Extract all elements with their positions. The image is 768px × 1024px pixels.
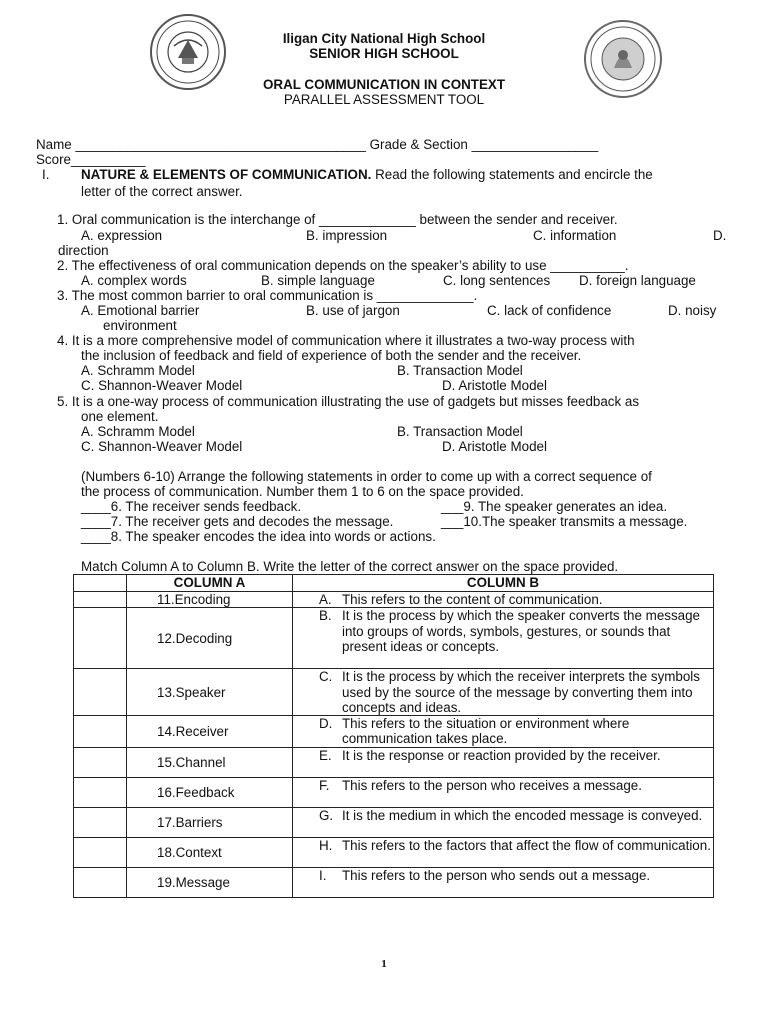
- term-label: 14.Receiver: [157, 723, 229, 739]
- q2-option-c: C. long sentences: [443, 273, 551, 288]
- q5-option-a: A. Schramm Model: [81, 424, 195, 439]
- question-1: 1. Oral communication is the interchange of _____________ between the sender and receiver.: [57, 212, 618, 227]
- blank-header: [74, 575, 127, 592]
- sequence-intro-1: (Numbers 6-10) Arrange the following statements in order to come up with a correct sequence of: [81, 469, 652, 484]
- q4-option-d: D. Aristotle Model: [442, 378, 547, 393]
- q1-option-d: D.: [713, 228, 727, 243]
- definition-text: This refers to the person who sends out a message.: [342, 867, 651, 883]
- term-cell: [127, 777, 293, 807]
- term-label: 12.Decoding: [157, 630, 233, 646]
- q3-option-d: D. noisy: [668, 303, 717, 318]
- definition-letter: F.: [319, 777, 330, 793]
- school-name: Iligan City National High School: [282, 31, 486, 46]
- term-label: 13.Speaker: [157, 684, 226, 700]
- sequence-item-9: ___9. The speaker generates an idea.: [441, 499, 668, 514]
- table-row: [74, 716, 714, 748]
- matching-table: [73, 574, 714, 898]
- definition-cell: [293, 837, 714, 867]
- definition-text: This refers to the situation or environment where communication takes place.: [342, 716, 630, 747]
- column-b-header: COLUMN B: [293, 575, 714, 592]
- section-instruction: Read the following statements and encircle the: [371, 167, 653, 182]
- term-label: 15.Channel: [157, 754, 226, 770]
- definition-text: This refers to the person who receives a message.: [342, 777, 642, 793]
- definition-letter: I.: [319, 867, 327, 883]
- definition-text: It is the process by which the receiver interprets the symbols used by the source of the message by converting them into concepts and ideas.: [342, 669, 700, 715]
- term-cell: [127, 837, 293, 867]
- definition-cell: [293, 867, 714, 897]
- table-row: [74, 747, 714, 777]
- answer-blank: [74, 747, 127, 777]
- q1-option-b: B. impression: [306, 228, 388, 243]
- definition-cell: [293, 669, 714, 716]
- definition-letter: G.: [319, 807, 334, 823]
- term-cell: [127, 669, 293, 716]
- question-4-line-2: the inclusion of feedback and field of experience of both the sender and the receiver.: [81, 348, 582, 363]
- table-row: [74, 777, 714, 807]
- q2-option-a: A. complex words: [81, 273, 187, 288]
- name-grade-line: Name _______________________________________ Grade & Section _________________: [36, 137, 599, 152]
- table-row: [74, 669, 714, 716]
- definition-letter: A.: [319, 592, 332, 607]
- term-label: 16.Feedback: [157, 784, 235, 800]
- definition-text: This refers to the content of communication.: [342, 592, 603, 607]
- section-numeral: I.: [42, 167, 50, 182]
- question-5-line-1: 5. It is a one-way process of communication illustrating the use of gadgets but misses feedback as: [57, 394, 640, 409]
- q4-option-c: C. Shannon-Weaver Model: [81, 378, 243, 393]
- term-cell: [127, 747, 293, 777]
- term-label: 17.Barriers: [157, 814, 223, 830]
- answer-blank: [74, 592, 127, 608]
- question-4-line-1: 4. It is a more comprehensive model of communication where it illustrates a two-way process with: [57, 333, 635, 348]
- definition-cell: [293, 592, 714, 608]
- definition-letter: D.: [319, 716, 333, 732]
- q4-option-a: A. Schramm Model: [81, 363, 195, 378]
- table-row: [74, 837, 714, 867]
- answer-blank: [74, 608, 127, 669]
- term-cell: [127, 867, 293, 897]
- q1-option-a: A. expression: [81, 228, 163, 243]
- q3-option-c: C. lack of confidence: [487, 303, 612, 318]
- definition-text: It is the response or reaction provided by the receiver.: [342, 747, 661, 763]
- q3-option-d-cont: environment: [103, 318, 177, 333]
- table-header-row: [74, 575, 714, 592]
- q3-option-a: A. Emotional barrier: [81, 303, 200, 318]
- table-row: [74, 867, 714, 897]
- term-cell: [127, 807, 293, 837]
- definition-text: It is the medium in which the encoded message is conveyed.: [342, 807, 703, 823]
- tool-title: PARALLEL ASSESSMENT TOOL: [283, 92, 485, 107]
- sequence-item-7: ____7. The receiver gets and decodes the message.: [81, 514, 394, 529]
- answer-blank: [74, 837, 127, 867]
- sequence-intro-2: the process of communication. Number them 1 to 6 on the space provided.: [81, 484, 524, 499]
- q5-option-b: B. Transaction Model: [397, 424, 523, 439]
- definition-cell: [293, 608, 714, 669]
- q2-option-d: D. foreign language: [579, 273, 696, 288]
- answer-blank: [74, 777, 127, 807]
- section-instruction-2: letter of the correct answer.: [81, 184, 243, 199]
- term-cell: [127, 608, 293, 669]
- term-cell: [127, 592, 293, 608]
- section-title: NATURE & ELEMENTS OF COMMUNICATION.: [81, 167, 372, 182]
- matching-instruction: Match Column A to Column B. Write the letter of the correct answer on the space provided.: [81, 559, 619, 574]
- question-2: 2. The effectiveness of oral communication depends on the speaker’s ability to use __________.: [57, 258, 629, 273]
- term-label: 19.Message: [157, 874, 230, 890]
- column-a-header: COLUMN A: [127, 575, 293, 592]
- question-3: 3. The most common barrier to oral communication is _____________.: [57, 288, 478, 303]
- sequence-item-8: ____8. The speaker encodes the idea into words or actions.: [81, 529, 436, 544]
- q1-option-c: C. information: [533, 228, 617, 243]
- q3-option-b: B. use of jargon: [306, 303, 400, 318]
- answer-blank: [74, 716, 127, 748]
- score-line: Score__________: [36, 152, 146, 167]
- q4-option-b: B. Transaction Model: [397, 363, 523, 378]
- table-row: [74, 608, 714, 669]
- term-label: 18.Context: [157, 844, 222, 860]
- definition-letter: E.: [319, 747, 332, 763]
- table-row: [74, 592, 714, 608]
- answer-blank: [74, 669, 127, 716]
- definition-letter: B.: [319, 608, 332, 624]
- division-name: SENIOR HIGH SCHOOL: [309, 46, 459, 61]
- q2-option-b: B. simple language: [261, 273, 375, 288]
- definition-cell: [293, 807, 714, 837]
- term-label: 11.Encoding: [157, 592, 231, 608]
- definition-cell: [293, 716, 714, 748]
- q5-option-c: C. Shannon-Weaver Model: [81, 439, 243, 454]
- section-heading: [81, 167, 653, 182]
- definition-letter: H.: [319, 837, 333, 853]
- q5-option-d: D. Aristotle Model: [442, 439, 547, 454]
- definition-cell: [293, 777, 714, 807]
- definition-text: This refers to the factors that affect the flow of communication.: [342, 837, 711, 853]
- q1-option-d-cont: direction: [58, 243, 109, 258]
- definition-cell: [293, 747, 714, 777]
- definition-text: It is the process by which the speaker converts the message into groups of words, symbols, gestures, or sounds that present ideas or concepts.: [342, 608, 701, 654]
- definition-letter: C.: [319, 669, 333, 685]
- sequence-item-10: ___10.The speaker transmits a message.: [441, 514, 688, 529]
- answer-blank: [74, 807, 127, 837]
- question-5-line-2: one element.: [81, 409, 159, 424]
- subject-title: ORAL COMMUNICATION IN CONTEXT: [262, 77, 505, 92]
- table-row: [74, 807, 714, 837]
- term-cell: [127, 716, 293, 748]
- answer-blank: [74, 867, 127, 897]
- sequence-item-6: ____6. The receiver sends feedback.: [81, 499, 302, 514]
- page-number: 1: [381, 958, 387, 970]
